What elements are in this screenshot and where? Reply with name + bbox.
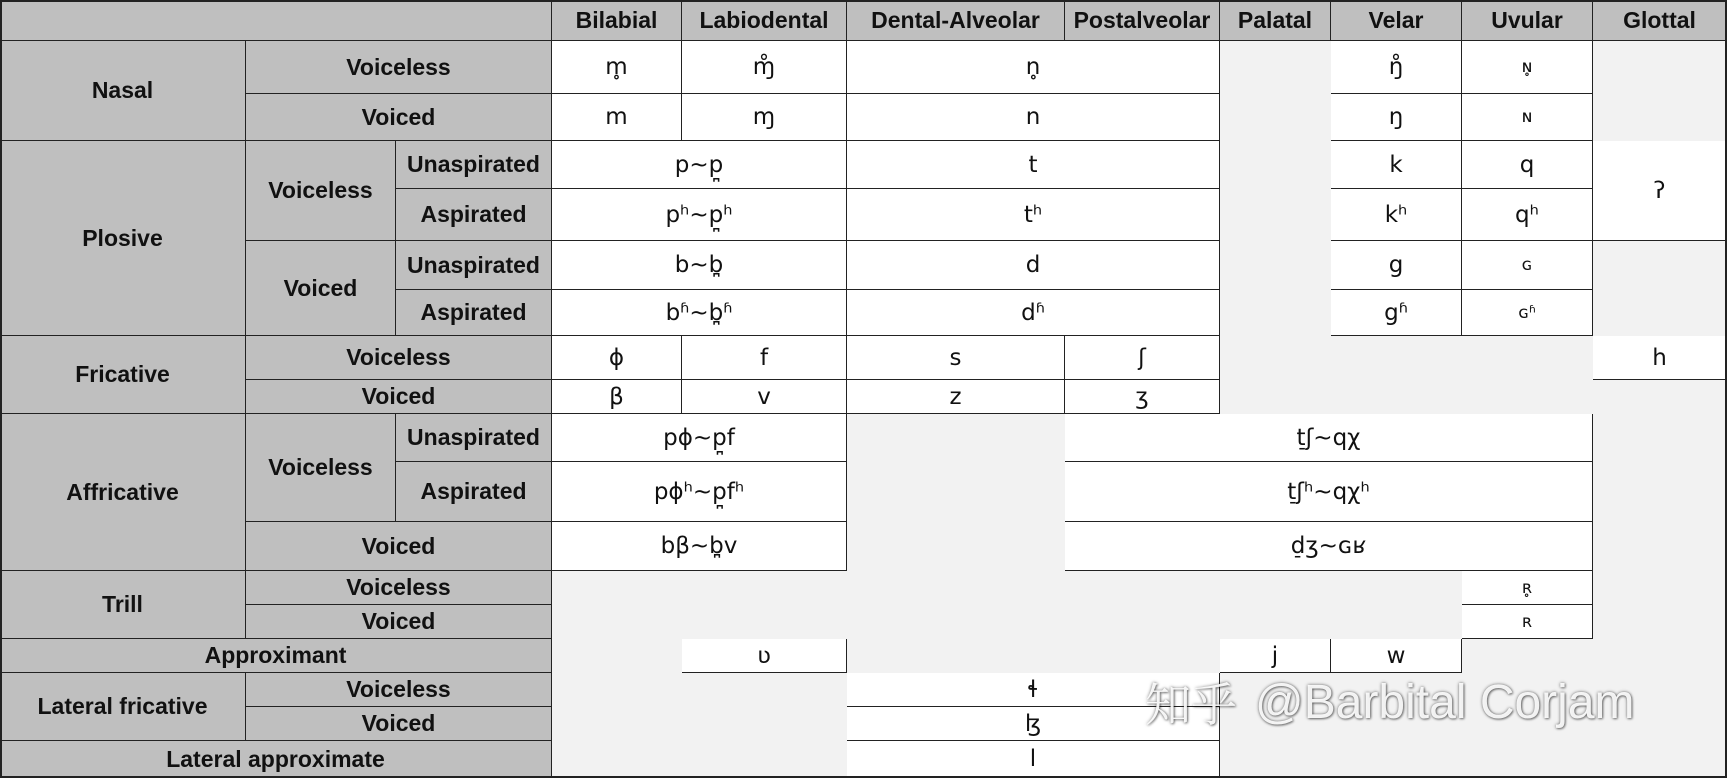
voicing-label: Voiceless: [246, 141, 396, 241]
phoneme-cell: ʃ: [1065, 336, 1220, 380]
aspiration-label: Unaspirated: [396, 414, 552, 462]
aspiration-label: Unaspirated: [396, 241, 552, 290]
voicing-label: Voiced: [246, 707, 552, 741]
voicing-label: Voiced: [246, 241, 396, 336]
row-label-lateral-fricative: Lateral fricative: [0, 673, 246, 741]
aspiration-label: Unaspirated: [396, 141, 552, 189]
empty-cell: [847, 414, 1065, 571]
empty-cell: [1220, 336, 1593, 414]
phoneme-cell: n̥: [847, 41, 1220, 94]
phoneme-cell: pɸʰ~p̪fʰ: [552, 462, 847, 522]
phoneme-cell: ŋ̊: [1331, 41, 1462, 94]
phoneme-cell: dʱ: [847, 290, 1220, 336]
phoneme-cell: q: [1462, 141, 1593, 189]
phoneme-cell: g: [1331, 241, 1462, 290]
phoneme-cell: qʰ: [1462, 189, 1593, 241]
voicing-label: Voiced: [246, 94, 552, 141]
phoneme-cell: l: [847, 741, 1220, 778]
voicing-label: Voiceless: [246, 414, 396, 522]
voicing-label: Voiced: [246, 522, 552, 571]
phoneme-cell: bβ~b̪v: [552, 522, 847, 571]
phoneme-cell: v: [682, 380, 847, 414]
phoneme-cell: ʀ̥: [1462, 571, 1593, 605]
row-label-lateral-approximate: Lateral approximate: [0, 741, 552, 778]
phoneme-cell: pɸ~p̪f: [552, 414, 847, 462]
phoneme-cell: p~p̪: [552, 141, 847, 189]
row-label-approximant: Approximant: [0, 639, 552, 673]
row-label-trill: Trill: [0, 571, 246, 639]
phoneme-cell: ɴ: [1462, 94, 1593, 141]
empty-cell: [1593, 241, 1727, 336]
col-header-dental-alveolar: Dental-Alveolar: [847, 0, 1065, 41]
phoneme-cell: ɬ: [847, 673, 1220, 707]
corner-header: [0, 0, 552, 41]
watermark-handle: @Barbital Corjam: [1255, 675, 1635, 729]
empty-cell: [1220, 41, 1331, 336]
phoneme-cell: m̥: [552, 41, 682, 94]
phoneme-cell: ŋ: [1331, 94, 1462, 141]
empty-cell: [552, 639, 682, 673]
phoneme-cell: ɸ: [552, 336, 682, 380]
phoneme-cell: gʱ: [1331, 290, 1462, 336]
col-header-bilabial: Bilabial: [552, 0, 682, 41]
aspiration-label: Aspirated: [396, 189, 552, 241]
empty-cell: [847, 639, 1220, 673]
phoneme-cell: h: [1593, 336, 1727, 380]
aspiration-label: Aspirated: [396, 462, 552, 522]
col-header-palatal: Palatal: [1220, 0, 1331, 41]
phoneme-cell: z: [847, 380, 1065, 414]
phoneme-cell: n: [847, 94, 1220, 141]
phoneme-cell: d̠ʒ~ɢʁ: [1065, 522, 1593, 571]
voicing-label: Voiceless: [246, 41, 552, 94]
phoneme-cell: t: [847, 141, 1220, 189]
col-header-postalveolar: Postalveolar: [1065, 0, 1220, 41]
phoneme-cell: ʀ: [1462, 605, 1593, 639]
phoneme-cell: ɴ̥: [1462, 41, 1593, 94]
phoneme-cell: ɮ: [847, 707, 1220, 741]
col-header-glottal: Glottal: [1593, 0, 1727, 41]
empty-cell: [552, 571, 1462, 639]
phoneme-cell: d: [847, 241, 1220, 290]
row-label-affricative: Affricative: [0, 414, 246, 571]
empty-cell: [1593, 41, 1727, 141]
phoneme-cell: j: [1220, 639, 1331, 673]
phoneme-cell: tʰ: [847, 189, 1220, 241]
voicing-label: Voiceless: [246, 673, 552, 707]
empty-cell: [1593, 414, 1727, 571]
phoneme-cell: ɢʱ: [1462, 290, 1593, 336]
col-header-velar: Velar: [1331, 0, 1462, 41]
row-label-fricative: Fricative: [0, 336, 246, 414]
watermark-site: 知乎: [1145, 678, 1237, 732]
phoneme-cell: b~b̪: [552, 241, 847, 290]
empty-cell: [1593, 571, 1727, 639]
voicing-label: Voiceless: [246, 571, 552, 605]
phoneme-cell: bʱ~b̪ʱ: [552, 290, 847, 336]
voicing-label: Voiceless: [246, 336, 552, 380]
phoneme-cell: s: [847, 336, 1065, 380]
phoneme-cell: t̠ʃʰ~qχʰ: [1065, 462, 1593, 522]
watermark: [1145, 672, 1635, 732]
empty-cell: [1462, 639, 1727, 673]
phoneme-cell: ʒ: [1065, 380, 1220, 414]
phoneme-cell: ʔ: [1593, 141, 1727, 241]
empty-cell: [552, 673, 847, 778]
phoneme-cell: k: [1331, 141, 1462, 189]
phoneme-cell: kʰ: [1331, 189, 1462, 241]
phoneme-cell: f: [682, 336, 847, 380]
phoneme-cell: ɢ: [1462, 241, 1593, 290]
phoneme-cell: ʋ: [682, 639, 847, 673]
voicing-label: Voiced: [246, 605, 552, 639]
empty-cell: [1593, 380, 1727, 414]
phoneme-cell: ɱ̊: [682, 41, 847, 94]
phoneme-cell: t̠ʃ~qχ: [1065, 414, 1593, 462]
phoneme-cell: ɱ: [682, 94, 847, 141]
row-label-nasal: Nasal: [0, 41, 246, 141]
phoneme-cell: w: [1331, 639, 1462, 673]
voicing-label: Voiced: [246, 380, 552, 414]
col-header-uvular: Uvular: [1462, 0, 1593, 41]
col-header-labiodental: Labiodental: [682, 0, 847, 41]
phoneme-cell: pʰ~p̪ʰ: [552, 189, 847, 241]
phoneme-cell: m: [552, 94, 682, 141]
aspiration-label: Aspirated: [396, 290, 552, 336]
phoneme-cell: β: [552, 380, 682, 414]
row-label-plosive: Plosive: [0, 141, 246, 336]
